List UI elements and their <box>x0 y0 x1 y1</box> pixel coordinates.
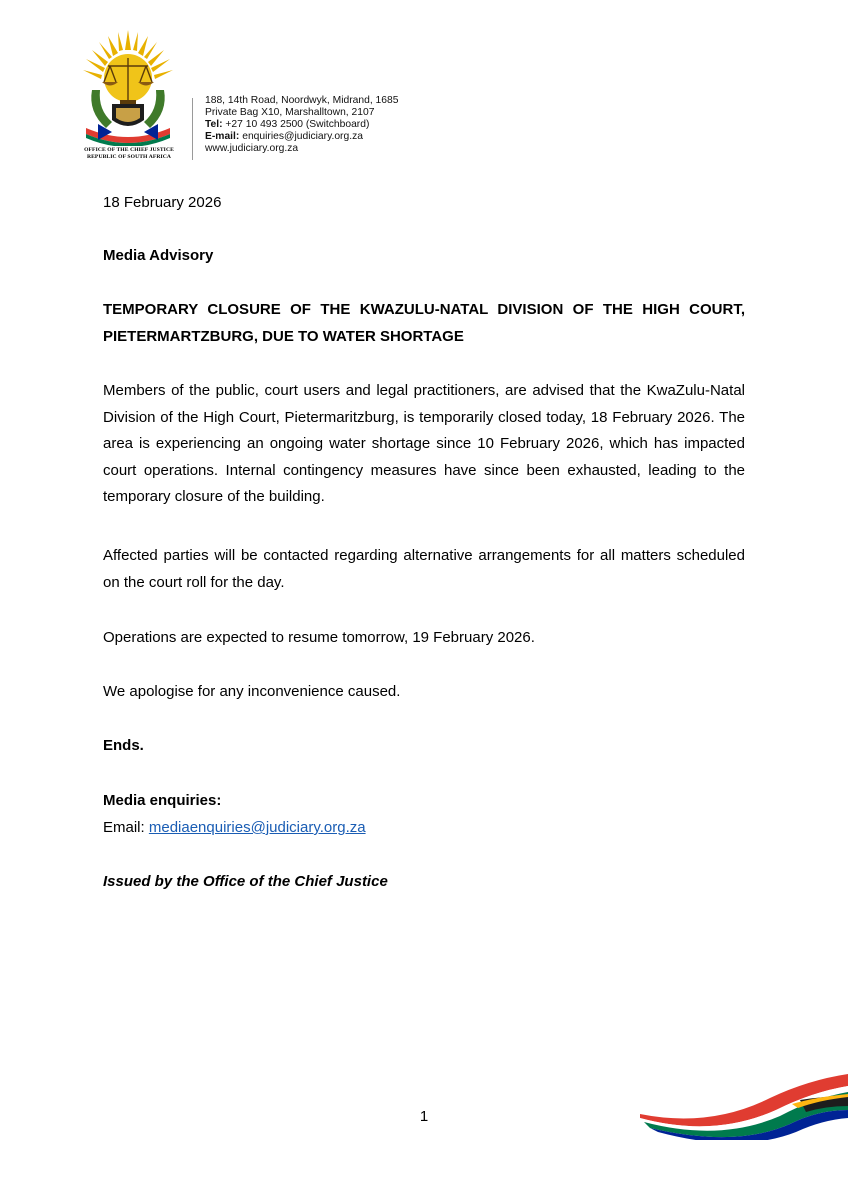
flag-swoosh-icon <box>640 1070 848 1140</box>
media-enquiries-heading: Media enquiries: <box>103 792 222 809</box>
judiciary-seal-logo <box>78 28 178 162</box>
header-divider <box>192 98 193 160</box>
email-value[interactable]: enquiries@judiciary.org.za <box>242 131 363 142</box>
website-line[interactable]: www.judiciary.org.za <box>205 143 299 154</box>
document-type-label: Media Advisory <box>103 247 214 264</box>
media-enquiries-email-label: Email: <box>103 819 145 836</box>
paragraph-apology: We apologise for any inconvenience caused. <box>103 683 401 700</box>
seal-caption-line2: REPUBLIC OF SOUTH AFRICA <box>86 154 172 160</box>
document-date: 18 February 2026 <box>103 194 222 211</box>
coat-of-arms-icon <box>78 28 178 146</box>
tel-line <box>205 119 398 131</box>
page-number: 1 <box>419 1108 429 1125</box>
address-line1: 188, 14th Road, Noordwyk, Midrand, 1685 <box>205 95 399 106</box>
ends-marker: Ends. <box>103 737 144 754</box>
media-enquiries-block <box>103 787 745 841</box>
paragraph-closure-notice: Members of the public, court users and legal practitioners, are advised that the KwaZulu-Natal Division of the High Court, Pietermaritzburg, is temporarily closed today, 18 February 2026. The area is experiencing an ongoing water shortage since 10 February 2026, which has impacted court operations. Internal contingency measures have since been exhausted, leading to the temporary closure of the building. <box>103 382 745 506</box>
media-enquiries-email-line <box>103 814 745 841</box>
seal-caption <box>74 147 184 161</box>
paragraph-affected-parties: Affected parties will be contacted regarding alternative arrangements for all matters scheduled on the court roll for the day. <box>103 547 745 591</box>
document-headline: TEMPORARY CLOSURE OF THE KWAZULU-NATAL DIVISION OF THE HIGH COURT, PIETERMARTZBURG, DUE TO WATER SHORTAGE <box>103 301 745 345</box>
tel-value: +27 10 493 2500 (Switchboard) <box>225 119 370 130</box>
paragraph-resume-operations: Operations are expected to resume tomorrow, 19 February 2026. <box>103 629 535 646</box>
seal-caption-line1: OFFICE OF THE CHIEF JUSTICE <box>84 147 174 153</box>
address-line2: Private Bag X10, Marshalltown, 2107 <box>205 107 375 118</box>
issued-by-line: Issued by the Office of the Chief Justice <box>103 873 388 890</box>
email-line <box>205 131 398 143</box>
media-enquiries-email-link[interactable]: mediaenquiries@judiciary.org.za <box>148 819 366 836</box>
email-label: E-mail: <box>205 131 240 142</box>
contact-address-block <box>205 95 398 155</box>
flag-swoosh-decoration <box>640 1070 848 1140</box>
tel-label: Tel: <box>205 119 223 130</box>
